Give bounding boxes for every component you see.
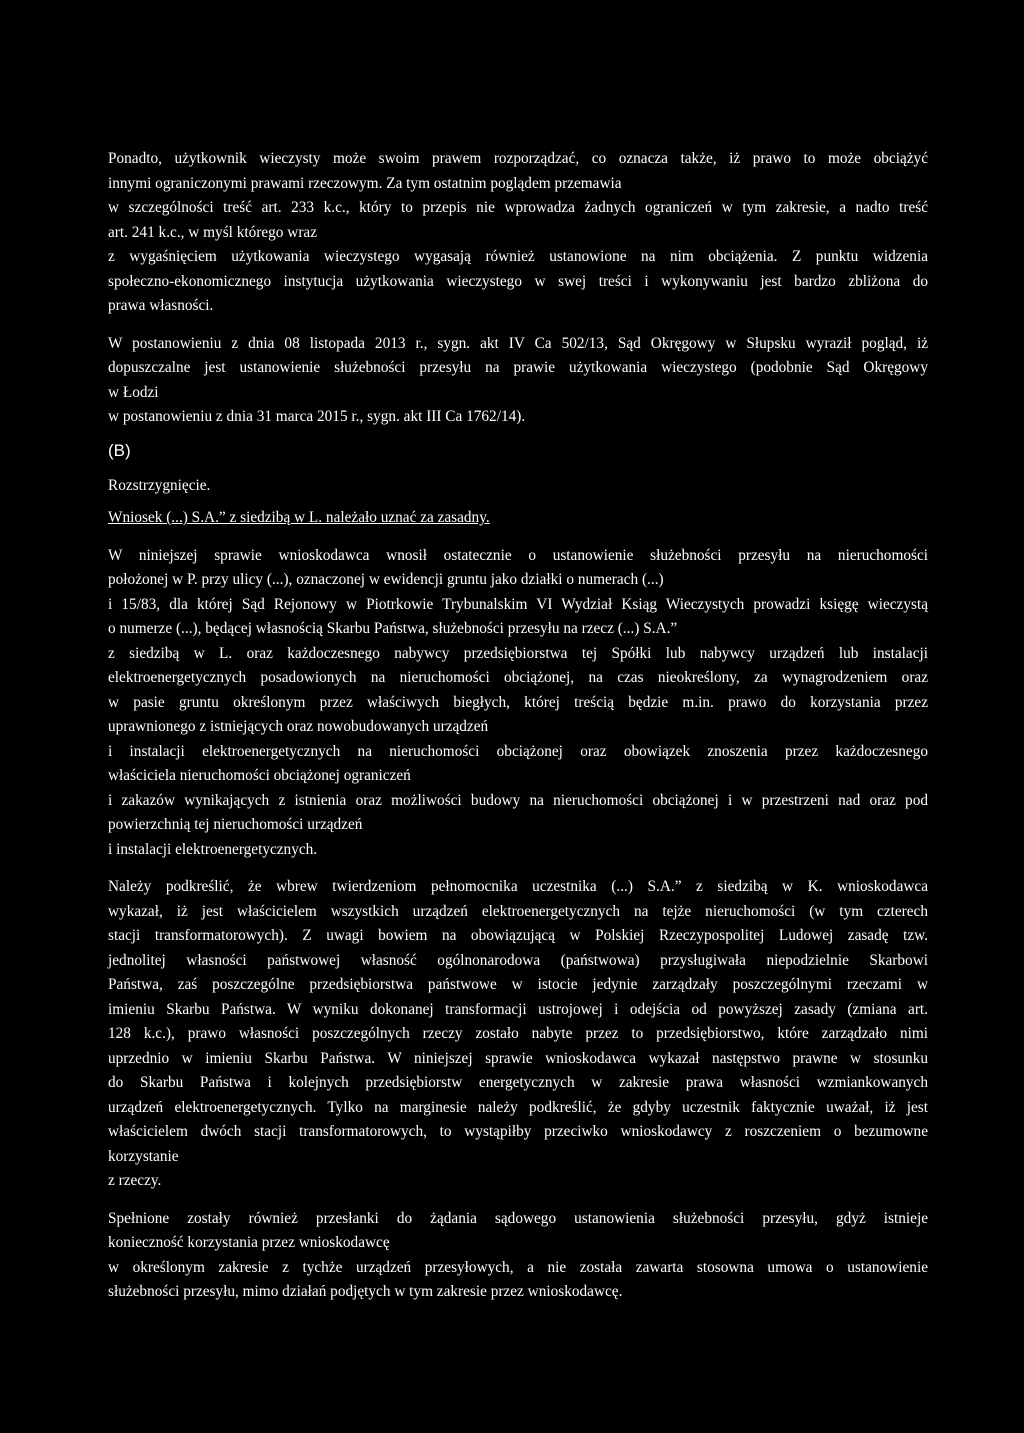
- paragraph-application: [108, 544, 928, 863]
- text-line: w szczególności treść art. 233 k.c., który to przepis nie wprowadza żadnych ograniczeń w tym zakresie, a nadto treść: [108, 199, 928, 216]
- text-line: w postanowieniu z dnia 31 marca 2015 r., sygn. akt III Ca 1762/14).: [108, 408, 526, 425]
- text-line: uprzednio w imieniu Skarbu Państwa. W niniejszej sprawie wnioskodawca wykazał następstwo prawne w stosunku: [108, 1049, 928, 1067]
- paragraph-ownership: [108, 875, 928, 1194]
- text-line: w określonym zakresie z tychże urządzeń przesyłowych, a nie została zawarta stosowna umowa o ustanowienie: [108, 1258, 928, 1276]
- text-line: W postanowieniu z dnia 08 listopada 2013 r., sygn. akt IV Ca 502/13, Sąd Okręgowy w Słupsku wyraził pogląd, iż: [108, 334, 928, 352]
- text-line: konieczność korzystania przez wnioskodawcę: [108, 1234, 390, 1251]
- section-title: Rozstrzygnięcie.: [108, 476, 211, 494]
- text-line: innymi ograniczonymi prawami rzeczowym. Za tym ostatnim poglądem przemawia: [108, 174, 622, 192]
- text-line: z wygaśnięciem użytkowania wieczystego wygasają również ustanowione na nim obciążenia. Z punktu widzenia: [108, 248, 928, 265]
- text-line: prawa własności.: [108, 297, 214, 314]
- paragraph-case-law: [108, 332, 928, 430]
- paragraph-usufruct-rights: [108, 147, 928, 319]
- text-line: w pasie gruntu określonym przez właściwych biegłych, której treścią będzie m.in. prawo do korzystania przez: [108, 693, 928, 711]
- text-line: o numerze (...), będącej własnością Skarbu Państwa, służebności przesyłu na rzecz (...) S.A.”: [108, 620, 678, 637]
- text-line: Państwa, zaś poszczególne przedsiębiorstwa państwowe w istocie jedynie zarządzały poszczególnymi rzeczami w: [108, 976, 928, 993]
- text-line: właściciela nieruchomości obciążonej ograniczeń: [108, 767, 411, 784]
- text-line: i instalacji elektroenergetycznych na nieruchomości obciążonej oraz obowiązek znoszenia przez każdoczesnego: [108, 742, 928, 760]
- text-line: w Łodzi: [108, 383, 159, 401]
- text-line: uprawnionego z istniejących oraz nowobudowanych urządzeń: [108, 718, 489, 735]
- text-line: społeczno-ekonomicznego instytucja użytkowania wieczystego w swej treści i wykonywaniu jest bardzo zbliżona do: [108, 272, 928, 290]
- ruling-statement: Wniosek (...) S.A.” z siedzibą w L. należało uznać za zasadny.: [108, 509, 490, 526]
- text-line: położonej w P. przy ulicy (...), oznaczonej w ewidencji gruntu jako działki o numerach (...): [108, 571, 664, 588]
- text-line: z siedzibą w L. oraz każdoczesnego nabywcy przedsiębiorstwa tej Spółki lub nabywcy urządzeń lub instalacji: [108, 644, 928, 662]
- text-line: właścicielem dwóch stacji transformatorowych, to wystąpiłby przeciwko wnioskodawcy z roszczeniem o bezumowne: [108, 1123, 928, 1140]
- text-line: W niniejszej sprawie wnioskodawca wnosił ostatecznie o ustanowienie służebności przesyłu na nieruchomości: [108, 546, 928, 564]
- text-line: Spełnione zostały również przesłanki do żądania sądowego ustanowienia służebności przesyłu, gdyż istnieje: [108, 1209, 928, 1227]
- text-line: do Skarbu Państwa i kolejnych przedsiębiorstw energetycznych w zakresie prawa własności wzmiankowanych: [108, 1074, 928, 1091]
- text-line: z rzeczy.: [108, 1172, 162, 1189]
- text-line: dopuszczalne jest ustanowienie służebności przesyłu na prawie użytkowania wieczystego (podobnie Sąd Okręgowy: [108, 359, 928, 376]
- paragraph-conditions: [108, 1207, 928, 1305]
- text-line: 128 k.c.), prawo własności poszczególnych rzeczy zostało nabyte przez to przedsiębiorstwo, które zarządzało nimi: [108, 1025, 928, 1042]
- text-line: stacji transformatorowych). Z uwagi bowiem na obowiązującą w Polskiej Rzeczypospolitej Ludowej zasadę tzw.: [108, 927, 928, 944]
- text-line: powierzchnią tej nieruchomości urządzeń: [108, 816, 363, 833]
- document-page: [108, 147, 928, 1305]
- text-line: i zakazów wynikających z istnienia oraz możliwości budowy na nieruchomości obciążonej i w przestrzeni nad oraz pod: [108, 791, 928, 809]
- text-line: elektroenergetycznych posadowionych na nieruchomości obciążonej, na czas nieokreślony, za wynagrodzeniem oraz: [108, 669, 928, 686]
- text-line: i instalacji elektroenergetycznych.: [108, 840, 318, 858]
- text-line: służebności przesyłu, mimo działań podjętych w tym zakresie przez wnioskodawcę.: [108, 1283, 623, 1300]
- text-line: Należy podkreślić, że wbrew twierdzeniom pełnomocnika uczestnika (...) S.A.” z siedzibą w K. wnioskodawca: [108, 878, 928, 895]
- section-marker: (B): [108, 440, 131, 460]
- text-line: wykazał, iż jest właścicielem wszystkich urządzeń elektroenergetycznych na tejże nieruchomości (w tym czterech: [108, 902, 928, 920]
- text-line: korzystanie: [108, 1147, 179, 1165]
- text-line: i 15/83, dla której Sąd Rejonowy w Piotrkowie Trybunalskim VI Wydział Ksiąg Wieczystych prowadzi księgę wieczystą: [108, 595, 928, 613]
- text-line: imieniu Skarbu Państwa. W wyniku dokonanej transformacji ustrojowej i odejścia od powyższej zasady (zmiana art.: [108, 1000, 928, 1018]
- text-line: art. 241 k.c., w myśl którego wraz: [108, 223, 318, 241]
- text-line: Ponadto, użytkownik wieczysty może swoim prawem rozporządzać, co oznacza także, iż prawo to może obciążyć: [108, 150, 928, 167]
- text-line: jednolitej własności państwowej własność ogólnonarodowa (państwowa) przysługiwała niepodzielnie Skarbowi: [108, 951, 928, 969]
- text-line: urządzeń elektroenergetycznych. Tylko na marginesie należy podkreślić, że gdyby uczestnik faktycznie uważał, iż jest: [108, 1098, 928, 1116]
